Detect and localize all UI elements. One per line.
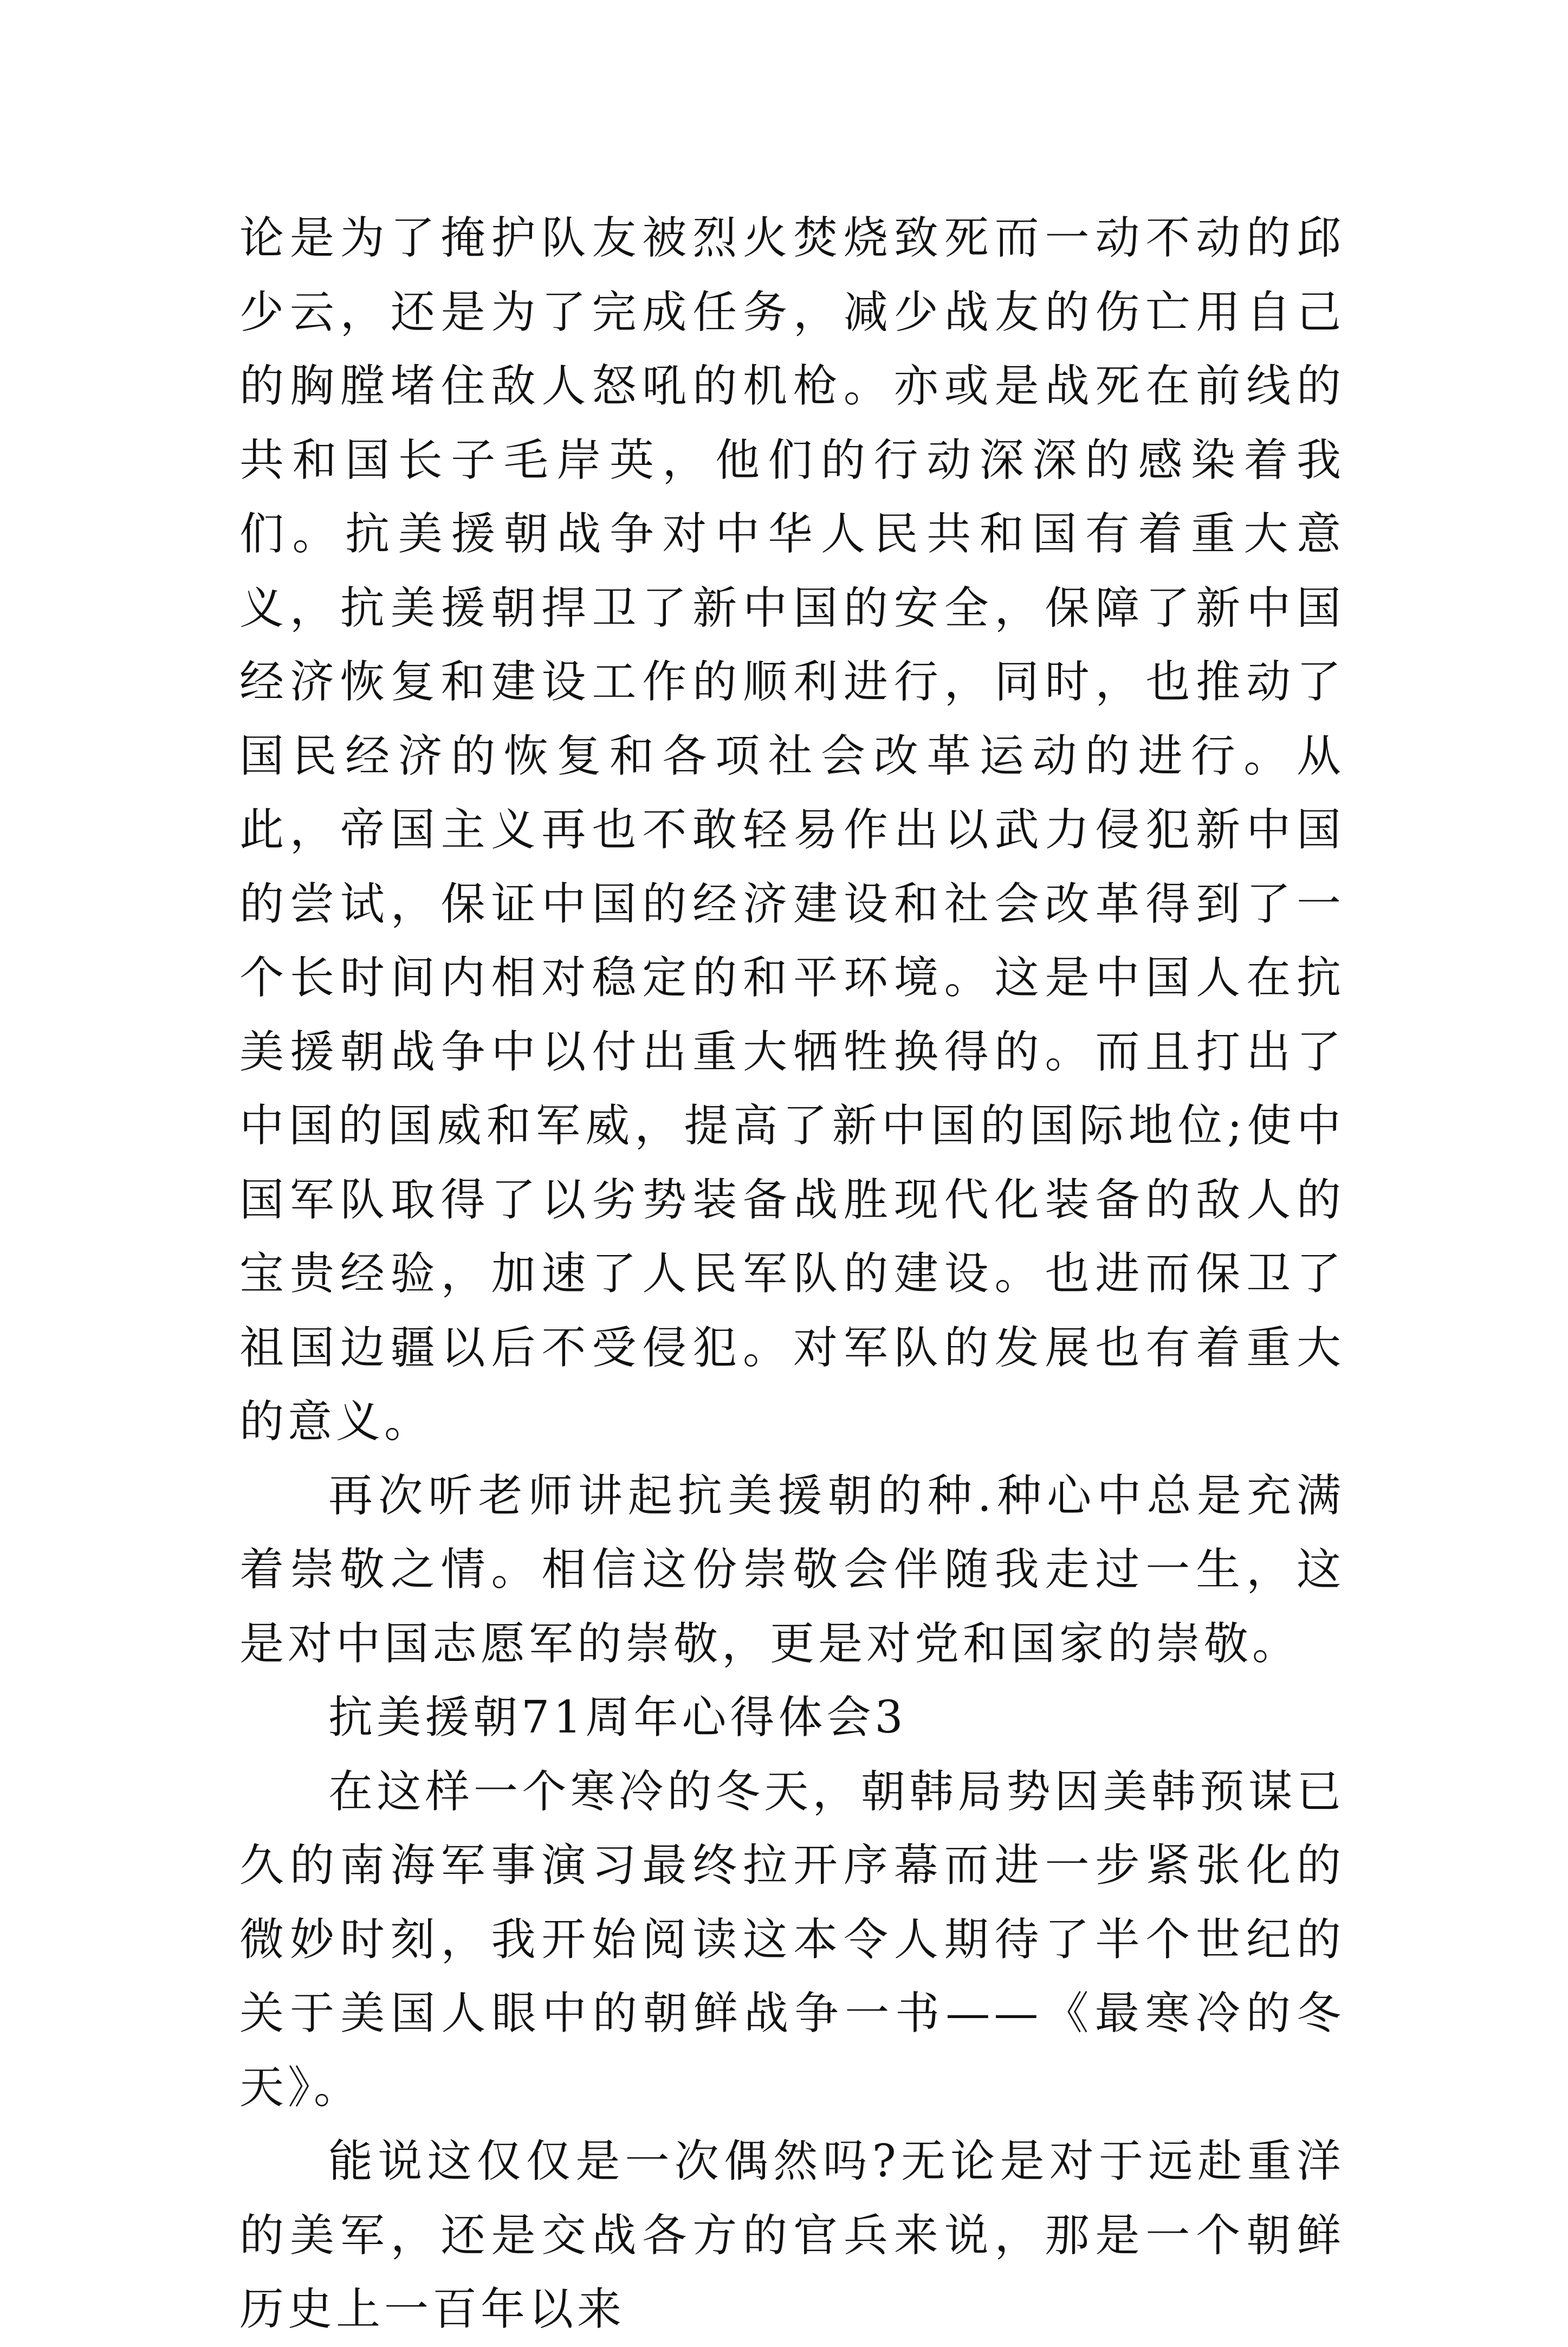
paragraph-continued: 论是为了掩护队友被烈火焚烧致死而一动不动的邱少云，还是为了完成任务，减少战友的伤亡用自己的胸膛堵住敌人怒吼的机枪。亦或是战死在前线的共和国长子毛岸英，他们的行动深深的感染着我们。抗美援朝战争对中华人民共和国有着重大意义，抗美援朝捍卫了新中国的安全，保障了新中国经济恢复和建设工作的顺利进行，同时，也推动了国民经济的恢复和各项社会改革运动的进行。从此，帝国主义再也不敢轻易作出以武力侵犯新中国的尝试，保证中国的经济建设和社会改革得到了一个长时间内相对稳定的和平环境。这是中国人在抗美援朝战争中以付出重大牺牲换得的。而且打出了中国的国威和军威，提高了新中国的国际地位;使中国军队取得了以劣势装备战胜现代化装备的敌人的宝贵经验，加速了人民军队的建设。也进而保卫了祖国边疆以后不受侵犯。对军队的发展也有着重大的意义。 <box>239 212 1345 1447</box>
section-heading: 抗美援朝71周年心得体会3 <box>328 1692 907 1743</box>
paragraph-intro: 在这样一个寒冷的冬天，朝韩局势因美韩预谋已久的南海军事演习最终拉开序幕而进一步紧张化的微妙时刻，我开始阅读这本令人期待了半个世纪的关于美国人眼中的朝鲜战争一书——《最寒冷的冬天》。 <box>239 1766 1345 2113</box>
paragraph-reflection: 再次听老师讲起抗美援朝的种.种心中总是充满着崇敬之情。相信这份崇敬会伴随我走过一生，这是对中国志愿军的崇敬，更是对党和国家的崇敬。 <box>239 1470 1345 1670</box>
paragraph-question: 能说这仅仅是一次偶然吗?无论是对于远赴重洋的美军，还是交战各方的官兵来说，那是一个朝鲜历史上一百年以来 <box>239 2136 1345 2335</box>
document-body <box>239 202 1345 2347</box>
